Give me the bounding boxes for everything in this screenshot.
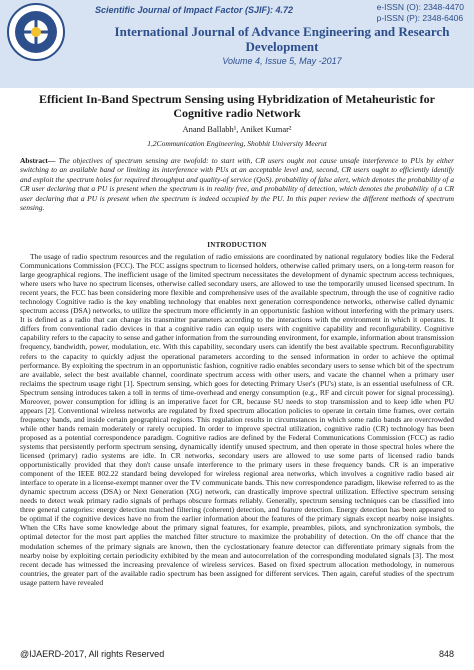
pissn: p-ISSN (P): 2348-6406 — [376, 12, 464, 23]
abstract-label: Abstract— — [20, 156, 56, 165]
impact-factor: Scientific Journal of Impact Factor (SJIF): 4.72 — [95, 5, 294, 15]
abstract — [20, 156, 454, 212]
paper-title: Efficient In-Band Spectrum Sensing using Hybridization of Metaheuristic for Cognitive radio Network — [38, 92, 435, 120]
page-number: 848 — [438, 649, 454, 659]
journal-title: International Journal of Advance Engineering and Research Development — [114, 24, 450, 54]
section-heading-introduction: INTRODUCTION — [207, 241, 267, 249]
footer-copyright: @IJAERD-2017, All rights Reserved — [20, 649, 165, 659]
eissn: e-ISSN (O): 2348-4470 — [376, 2, 464, 12]
abstract-text: The objectives of spectrum sensing are twofold: to start with, CR users ought not cause unsafe interference to PUs by either switching to an available band or limiting its interference with PUs at an acceptable level and, second, CR users ought to efficiently identify and exploit the spectrum holes for required throughput and quality-of service (QoS). probability of false alert, which denotes the probability of a CR user declaring that a PU is present when the spectrum is in reality free, and probability of detection, which denotes the probability of a CR user declaring that a PU is present when the spectrum is indeed occupied by the PU. In this paper review the different methods of spectrum sensing. — [20, 156, 454, 213]
paper-authors: Anand Ballabh¹, Aniket Kumar² — [182, 124, 292, 134]
issn-block — [377, 2, 464, 23]
paper-affiliation: 1,2Communication Engineering, Shobhit University Meerut — [147, 139, 327, 148]
journal-logo — [6, 2, 66, 62]
volume-issue: Volume 4, Issue 5, May -2017 — [222, 56, 342, 66]
introduction-body: The usage of radio spectrum resources and the regulation of radio emissions are coordinated by national regulatory bodies like the Federal Communications Commission (FCC). The FCC assigns spectrum to licensed holders, otherwise called primary users, on a long-term reason for large geographical regions. The inefficient usage of the limited spectrum necessitates the development of dynamic spectrum access techniques, where users who have no spectrum licenses, otherwise called secondary users, are allowed to use the temporarily unused licensed spectrum. In recent years, the FCC has been considering more flexible and comprehensive uses of the available spectrum, through the use of cognitive radio technology Cognitive radio is the key enabling technology that enables next generation correspondence networks, otherwise called dynamic spectrum access (DSA) networks, to utilize the spectrum more efficiently in an opportunistic fashion without interfering with the primary users. It is defined as a radio that can change its transmitter parameters according to the interactions with the environment in which it operates. It differs from conventional radio devices in that a cognitive radio can equip users with cognitive capability and reconfigurability. Cognitive capability refers to the capacity to sense and gather information from the surrounding environment, for example, information about transmission frequency, bandwidth, power, modulation, etc. With this capability, secondary users can identify the best available spectrum. Reconfigurability refers to the capacity to quickly adjust the operational parameters according to the sensed information in order to achieve the optimal performance. By exploiting the spectrum in an opportunistic fashion, cognitive radio enables secondary users to sense which bit of the spectrum are available, select the best available channel, coordinate spectrum access with other users, and vacate the channel when a primary user reclaims the spectrum usage right [1]. Spectrum sensing, which goes for detecting Primary User's (PU's) state, is an essential usefulness of CR. Spectrum sensing introduces taken a toll in terms of time-overhead and energy consumption (e.g., RF and circuit power for signal processing). Moreover, power consumption for idling is an imperative facet for CR, because SU needs to stop transmission and to keep idle when PU appears [2]. Conventional wireless networks are regulated by fixed spectrum allocation policies to operate in certain time frames, over certain frequency bands, and inside certain geographical regions. This regulation results in circumstances in which some radio bands are overcrowded while other bands remain moderately or rarely occupied. In order to improve spectral utilization, cognitive radio (CR) technology has been proposed as a potential correspondence paradigm. Cognitive radios are defined by the Federal Communications Commission (FCC) as radio systems that persistently perform spectrum sensing, dynamically identify unused spectrum, and then operate in those spectral holes where the licensed (primary) radio systems are idle. In CR networks, secondary users are allowed to use some parts of licensed radio bands opportunistically provided that they don't cause unsafe interference to the primary users in these frequency bands. CR is an imperative component of the IEEE 802.22 standard being developed for wireless regional area networks, which involves a cognitive radio based air interface to operate in a license-exempt manner over the TV communicate bands. This new correspondence paradigm, likewise referred to as the dynamic spectrum access (DSA) or Next Generation (XG) network, can drastically improve spectral utilization. Effective spectrum sensing needs to detect weak primary radio signals of perhaps obscure formats reliably. Generally, spectrum sensing techniques can be classified into three general categories: energy detection matched filtering (coherent) detection, and feature detection. Energy detection has been appeared to be optimal if the cognitive devices have no from the earlier information about the features of the primary signals except nearby noise insights. When the CRs have some knowledge about the primary signal features, for example, preambles, pilots, and synchronization symbols, the optimal detector for the most part applies the matched filter structure to maximize the probability of detection. On the off chance that the modulation schemes of the primary signals are known, then the cyclostationary feature detector can differentiate primary signals from the nearby noise by exploiting certain periodicity exhibited by the mean and autocorrelation of the corresponding modulated signals [3]. The most recent decade has witnessed the increasing prevalence of wireless services. Based on fixed spectrum allocation methodology, in numerous countries, the greater part of the available radio spectrum has been assigned for different services. Then again, careful studies of the spectrum usage pattern have revealed — [20, 252, 454, 587]
